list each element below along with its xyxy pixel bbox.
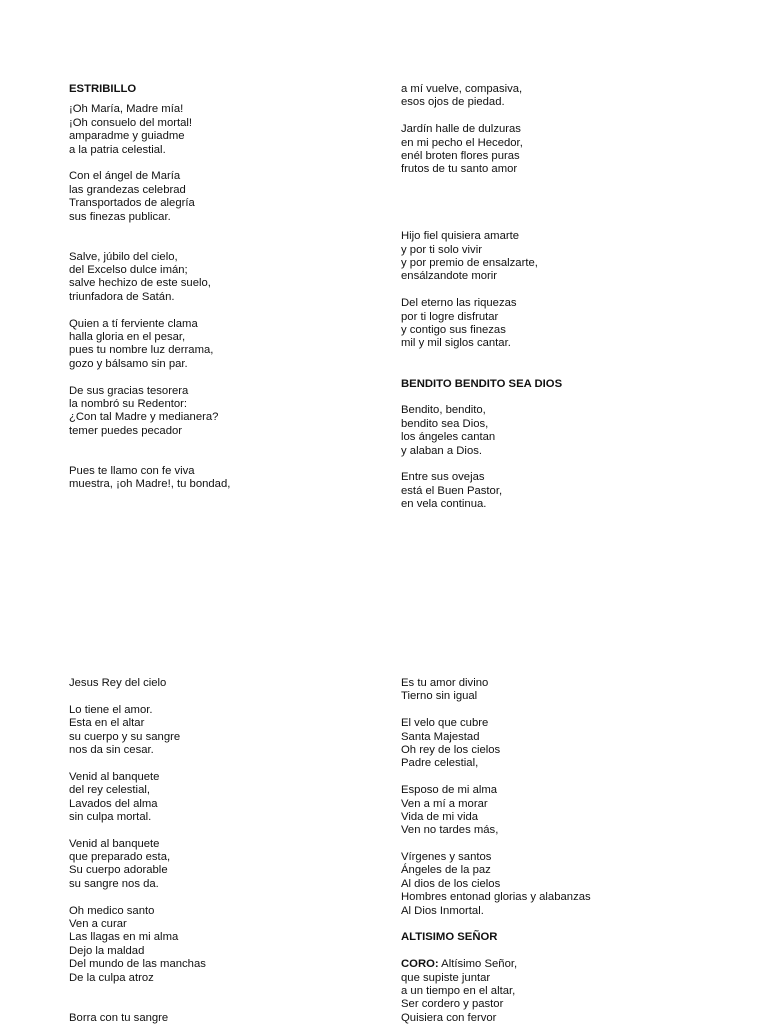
stanza (401, 958, 721, 1025)
verse-line: mil y mil siglos cantar. (401, 337, 511, 350)
verse-line: a la patria celestial. (69, 143, 166, 156)
verse-line: su sangre nos da. (69, 877, 159, 890)
verse-line: y por ti solo vivir (401, 243, 482, 256)
verse-line: Al Dios Inmortal. (401, 904, 484, 917)
verse-line: Las llagas en mi alma (69, 931, 179, 944)
verse-line: Ven no tardes más, (401, 824, 499, 837)
verse-line: ¿Con tal Madre y medianera? (69, 411, 219, 424)
verse-line: Venid al banquete (69, 770, 160, 783)
verse-line: Entre sus ovejas (401, 471, 485, 484)
verse-line: Ven a mí a morar (401, 797, 488, 810)
verse-line: muestra, ¡oh Madre!, tu bondad, (69, 478, 231, 491)
verse-line: su cuerpo y su sangre (69, 730, 181, 743)
coro-label: CORO: (401, 958, 439, 971)
verse-line: Vida de mi vida (401, 810, 479, 823)
verse-line: amparadme y guiadme (69, 130, 185, 143)
verse-line: y contigo sus finezas (401, 324, 506, 337)
stanza (401, 83, 721, 110)
coro-line (401, 958, 721, 971)
verse-line: Hijo fiel quisiera amarte (401, 230, 520, 243)
stanza (69, 465, 389, 492)
verse-line: en mi pecho el Hecedor, (401, 136, 523, 149)
stanza (69, 385, 389, 439)
verse-line: sus finezas publicar. (69, 210, 171, 223)
verse-line: Del mundo de las manchas (69, 958, 206, 971)
verse-line: salve hechizo de este suelo, (69, 277, 211, 290)
verse-line: ¡Oh María, Madre mía! (69, 103, 184, 116)
stanza (69, 1012, 389, 1025)
verse-line: Quisiera con fervor (401, 1011, 497, 1024)
bottom-left-column (69, 677, 389, 1025)
verse-line: por ti logre disfrutar (401, 310, 499, 323)
verse-line: Pues te llamo con fe viva (69, 464, 195, 477)
verse-line: Padre celestial, (401, 757, 479, 770)
verse-line: Del eterno las riquezas (401, 297, 517, 310)
section-heading-bendito: BENDITO BENDITO SEA DIOS (401, 377, 563, 390)
verse-line: del rey celestial, (69, 784, 150, 797)
verse-line: Oh medico santo (69, 904, 155, 917)
verse-line: y por premio de ensalzarte, (401, 257, 538, 270)
verse-line: Hombres entonad glorias y alabanzas (401, 891, 591, 904)
verse-line: Jardín halle de dulzuras (401, 123, 521, 136)
verse-line: enél broten flores puras (401, 149, 520, 162)
verse-line: está el Buen Pastor, (401, 484, 503, 497)
stanza (69, 103, 389, 157)
verse-line: las grandezas celebrad (69, 183, 186, 196)
verse-line: Ven a curar (69, 918, 127, 931)
verse-line: Oh rey de los cielos (401, 743, 501, 756)
verse-line: Con el ángel de María (69, 170, 181, 183)
verse-line: frutos de tu santo amor (401, 163, 518, 176)
verse-line: los ángeles cantan (401, 431, 496, 444)
section-heading-estribillo: ESTRIBILLO (69, 83, 137, 95)
verse-line: ensálzandote morir (401, 270, 498, 283)
verse-line: temer puedes pecador (69, 424, 183, 437)
verse-line: Esta en el altar (69, 717, 145, 730)
verse-line: Borra con tu sangre (69, 1011, 169, 1024)
verse-line: Santa Majestad (401, 730, 480, 743)
verse-line: Su cuerpo adorable (69, 864, 168, 877)
verse-line: triunfadora de Satán. (69, 290, 175, 303)
verse-line: gozo y bálsamo sin par. (69, 357, 188, 370)
stanza (401, 784, 721, 838)
stanza (69, 318, 389, 372)
verse-line: Ser cordero y pastor (401, 998, 504, 1011)
verse-line: Lo tiene el amor. (69, 703, 153, 716)
stanza (69, 838, 389, 892)
stanza (401, 717, 721, 771)
stanza (401, 471, 721, 511)
verse-line: halla gloria en el pesar, (69, 331, 186, 344)
verse-line: Al dios de los cielos (401, 877, 501, 890)
verse-line: Es tu amor divino (401, 677, 489, 689)
verse-line: Quien a tí ferviente clama (69, 317, 198, 330)
verse-line: del Excelso dulce imán; (69, 264, 188, 277)
top-left-column (69, 83, 389, 492)
stanza (401, 297, 721, 351)
verse-line: ¡Oh consuelo del mortal! (69, 116, 193, 129)
verse-line: y alaban a Dios. (401, 444, 483, 457)
verse-line: esos ojos de piedad. (401, 96, 505, 109)
verse-line: la nombró su Redentor: (69, 397, 188, 410)
verse-line: nos da sin cesar. (69, 743, 154, 756)
verse-line: Ángeles de la paz (401, 864, 491, 877)
verse-line: Vírgenes y santos (401, 851, 492, 864)
verse-line: bendito sea Dios, (401, 417, 489, 430)
verse-line: De sus gracias tesorera (69, 384, 189, 397)
verse-line: que preparado esta, (69, 851, 171, 864)
verse-line: pues tu nombre luz derrama, (69, 344, 214, 357)
stanza (401, 677, 721, 704)
verse-line: Transportados de alegría (69, 197, 195, 210)
stanza (69, 251, 389, 305)
section-heading-altisimo: ALTISIMO SEÑOR (401, 931, 498, 944)
stanza (69, 170, 389, 224)
verse-line: Salve, júbilo del cielo, (69, 250, 178, 263)
stanza (401, 404, 721, 458)
stanza (401, 123, 721, 177)
verse-text: Altísimo Señor, (438, 958, 518, 971)
stanza (401, 230, 721, 284)
stanza (69, 704, 389, 758)
verse-line: Tierno sin igual (401, 690, 478, 703)
stanza (401, 851, 721, 918)
stanza (69, 771, 389, 825)
verse-line: Venid al banquete (69, 837, 160, 850)
verse-line: De la culpa atroz (69, 971, 154, 984)
stanza (69, 905, 389, 985)
verse-line: a un tiempo en el altar, (401, 984, 516, 997)
verse-line: El velo que cubre (401, 717, 489, 730)
verse-line: Dejo la maldad (69, 944, 145, 957)
bottom-right-column (401, 677, 721, 1025)
verse-line: sin culpa mortal. (69, 810, 152, 823)
verse-line: Esposo de mi alma (401, 784, 498, 797)
verse-line: en vela continua. (401, 498, 487, 511)
verse-line: que supiste juntar (401, 971, 491, 984)
verse-line: a mí vuelve, compasiva, (401, 83, 523, 95)
verse-line: Jesus Rey del cielo (69, 677, 167, 689)
verse-line: Bendito, bendito, (401, 404, 486, 417)
top-right-column (401, 83, 721, 512)
verse-line: Lavados del alma (69, 797, 158, 810)
